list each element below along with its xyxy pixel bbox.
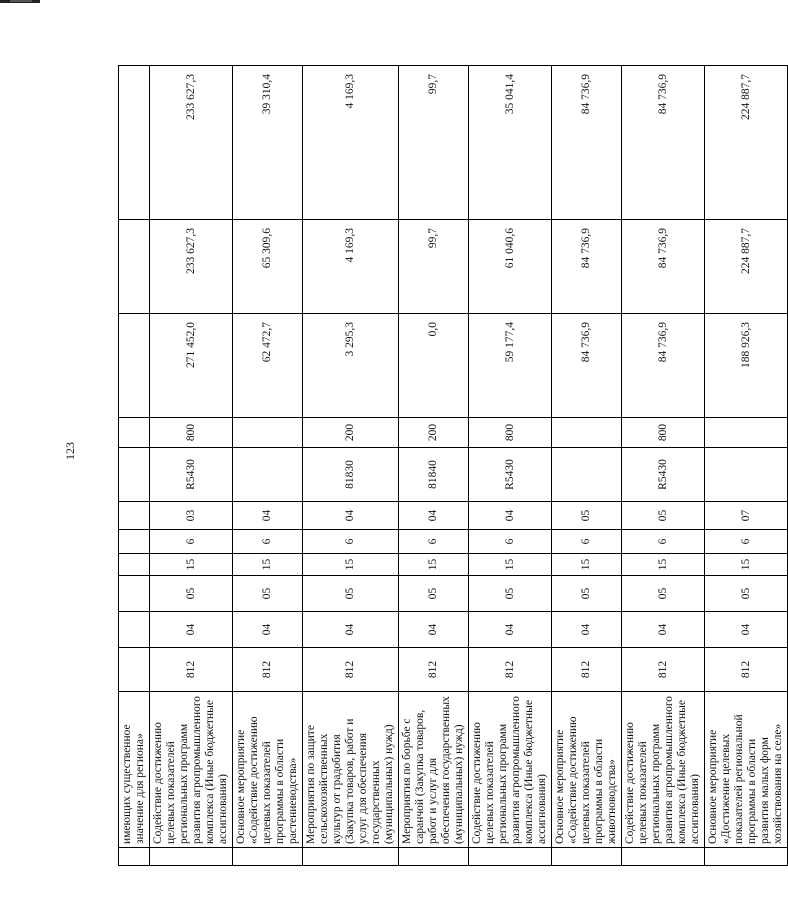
- row-name-cell: Основное мероприятие «Содействие достижению целевых показателей программы в области растениеводства»: [233, 692, 303, 848]
- row-value-cell: 800: [150, 418, 233, 448]
- row-value-cell: [552, 448, 622, 502]
- row-value-cell: 812: [705, 648, 788, 692]
- row-value-cell: 04: [233, 612, 303, 648]
- row-value-cell: 04: [150, 612, 233, 648]
- row-value-cell: 04: [469, 612, 552, 648]
- row-value-cell: 99,7: [399, 66, 469, 220]
- row-value-cell: 15: [150, 554, 233, 576]
- row-value-cell: 15: [303, 554, 399, 576]
- row-value-cell: 05: [303, 576, 399, 612]
- row-value-cell: 6: [303, 530, 399, 554]
- row-value-cell: 05: [150, 576, 233, 612]
- row-value-cell: 99,7: [399, 220, 469, 314]
- row-value-cell: 59 177,4: [469, 314, 552, 418]
- row-value-cell: 05: [399, 576, 469, 612]
- row-value-cell: 15: [622, 554, 705, 576]
- row-value-cell: 05: [622, 502, 705, 530]
- table-row: [150, 66, 233, 866]
- row-value-cell: 812: [233, 648, 303, 692]
- row-value-cell: 6: [150, 530, 233, 554]
- row-value-cell: 84 736,9: [552, 66, 622, 220]
- row-value-cell: 271 452,0: [150, 314, 233, 418]
- row-value-cell: [119, 648, 150, 692]
- page-number: 123: [63, 442, 77, 460]
- row-value-cell: 15: [705, 554, 788, 576]
- scan-mark-secondary: [10, 0, 32, 2]
- table-row: [399, 66, 469, 866]
- row-value-cell: 800: [622, 418, 705, 448]
- row-value-cell: 05: [622, 576, 705, 612]
- row-value-cell: 84 736,9: [552, 314, 622, 418]
- row-value-cell: 81840: [399, 448, 469, 502]
- row-leading-cell: [303, 848, 399, 866]
- row-value-cell: 6: [469, 530, 552, 554]
- row-value-cell: [705, 448, 788, 502]
- row-value-cell: [233, 448, 303, 502]
- row-value-cell: 65 309,6: [233, 220, 303, 314]
- budget-table: [118, 65, 788, 866]
- row-value-cell: 0,0: [399, 314, 469, 418]
- row-value-cell: [119, 612, 150, 648]
- row-value-cell: 04: [469, 502, 552, 530]
- row-value-cell: 07: [705, 502, 788, 530]
- row-value-cell: [119, 576, 150, 612]
- row-leading-cell: [399, 848, 469, 866]
- row-value-cell: 04: [399, 502, 469, 530]
- row-name-cell: Содействие достижению целевых показателей региональных программ развития агропромышленного комплекса (Иные бюджетные ассигнования): [469, 692, 552, 848]
- row-value-cell: [119, 418, 150, 448]
- row-value-cell: 84 736,9: [622, 314, 705, 418]
- table-row: [622, 66, 705, 866]
- row-value-cell: 233 627,3: [150, 220, 233, 314]
- row-value-cell: 812: [150, 648, 233, 692]
- row-name-cell: Основное мероприятие «Содействие достижению целевых показателей программы в области животноводства»: [552, 692, 622, 848]
- row-value-cell: [119, 502, 150, 530]
- row-value-cell: 04: [705, 612, 788, 648]
- row-value-cell: 188 926,3: [705, 314, 788, 418]
- row-name-cell: Содействие достижению целевых показателей региональных программ развития агропромышленного комплекса (Иные бюджетные ассигнования): [622, 692, 705, 848]
- row-value-cell: 05: [233, 576, 303, 612]
- row-value-cell: 05: [705, 576, 788, 612]
- row-value-cell: 04: [552, 612, 622, 648]
- row-value-cell: R5430: [469, 448, 552, 502]
- row-value-cell: 6: [705, 530, 788, 554]
- row-value-cell: 812: [303, 648, 399, 692]
- table-row: [119, 66, 150, 866]
- row-value-cell: 224 887,7: [705, 66, 788, 220]
- row-value-cell: 05: [552, 502, 622, 530]
- row-value-cell: 812: [469, 648, 552, 692]
- row-value-cell: 15: [233, 554, 303, 576]
- row-value-cell: 04: [233, 502, 303, 530]
- row-name-cell: Основное мероприятие «Достижение целевых показателей региональной программы в области развития малых форм хозяйствования на селе»: [705, 692, 788, 848]
- row-value-cell: 4 169,3: [303, 220, 399, 314]
- row-value-cell: 05: [469, 576, 552, 612]
- row-value-cell: [119, 314, 150, 418]
- row-value-cell: [119, 530, 150, 554]
- row-leading-cell: [705, 848, 788, 866]
- row-value-cell: 800: [469, 418, 552, 448]
- row-value-cell: 200: [399, 418, 469, 448]
- row-value-cell: 233 627,3: [150, 66, 233, 220]
- row-value-cell: 84 736,9: [622, 66, 705, 220]
- row-value-cell: [233, 418, 303, 448]
- row-value-cell: 81830: [303, 448, 399, 502]
- table-row: [705, 66, 788, 866]
- row-value-cell: 812: [399, 648, 469, 692]
- row-leading-cell: [469, 848, 552, 866]
- row-value-cell: 812: [622, 648, 705, 692]
- row-value-cell: 15: [469, 554, 552, 576]
- row-value-cell: [119, 220, 150, 314]
- row-value-cell: 39 310,4: [233, 66, 303, 220]
- table-body: [119, 66, 788, 866]
- row-leading-cell: [552, 848, 622, 866]
- row-value-cell: 15: [552, 554, 622, 576]
- row-value-cell: [705, 418, 788, 448]
- rotated-table-container: [118, 66, 784, 866]
- row-value-cell: [119, 554, 150, 576]
- row-leading-cell: [119, 848, 150, 866]
- row-value-cell: 84 736,9: [552, 220, 622, 314]
- table-row: [469, 66, 552, 866]
- row-value-cell: 04: [303, 612, 399, 648]
- row-name-cell: Мероприятия по защите сельскохозяйственных культур от градобития (Закупка товаров, работ и услуг для обеспечения государственных (муниципальных) нужд): [303, 692, 399, 848]
- row-value-cell: 04: [399, 612, 469, 648]
- row-value-cell: 05: [552, 576, 622, 612]
- row-value-cell: 04: [303, 502, 399, 530]
- row-value-cell: 15: [399, 554, 469, 576]
- row-name-cell: имеющих существенное значение для региона»: [119, 692, 150, 848]
- row-leading-cell: [622, 848, 705, 866]
- table-row: [233, 66, 303, 866]
- row-value-cell: 61 040,6: [469, 220, 552, 314]
- row-value-cell: 4 169,3: [303, 66, 399, 220]
- row-value-cell: 224 887,7: [705, 220, 788, 314]
- row-value-cell: 84 736,9: [622, 220, 705, 314]
- row-value-cell: R5430: [150, 448, 233, 502]
- table-row: [303, 66, 399, 866]
- row-name-cell: Мероприятия по борьбе с саранчой (Закупка товаров, работ и услуг для обеспечения государственных (муниципальных) нужд): [399, 692, 469, 848]
- table-row: [552, 66, 622, 866]
- row-name-cell: Содействие достижению целевых показателей региональных программ развития агропромышленного комплекса (Иные бюджетные ассигнования): [150, 692, 233, 848]
- row-value-cell: 3 295,3: [303, 314, 399, 418]
- row-value-cell: 200: [303, 418, 399, 448]
- row-value-cell: 6: [399, 530, 469, 554]
- row-value-cell: [119, 448, 150, 502]
- row-value-cell: 62 472,7: [233, 314, 303, 418]
- row-value-cell: 6: [233, 530, 303, 554]
- row-value-cell: [119, 66, 150, 220]
- row-leading-cell: [150, 848, 233, 866]
- row-value-cell: 03: [150, 502, 233, 530]
- row-value-cell: 04: [622, 612, 705, 648]
- row-value-cell: 6: [552, 530, 622, 554]
- row-value-cell: [552, 418, 622, 448]
- row-leading-cell: [233, 848, 303, 866]
- row-value-cell: R5430: [622, 448, 705, 502]
- row-value-cell: 812: [552, 648, 622, 692]
- row-value-cell: 6: [622, 530, 705, 554]
- row-value-cell: 35 041,4: [469, 66, 552, 220]
